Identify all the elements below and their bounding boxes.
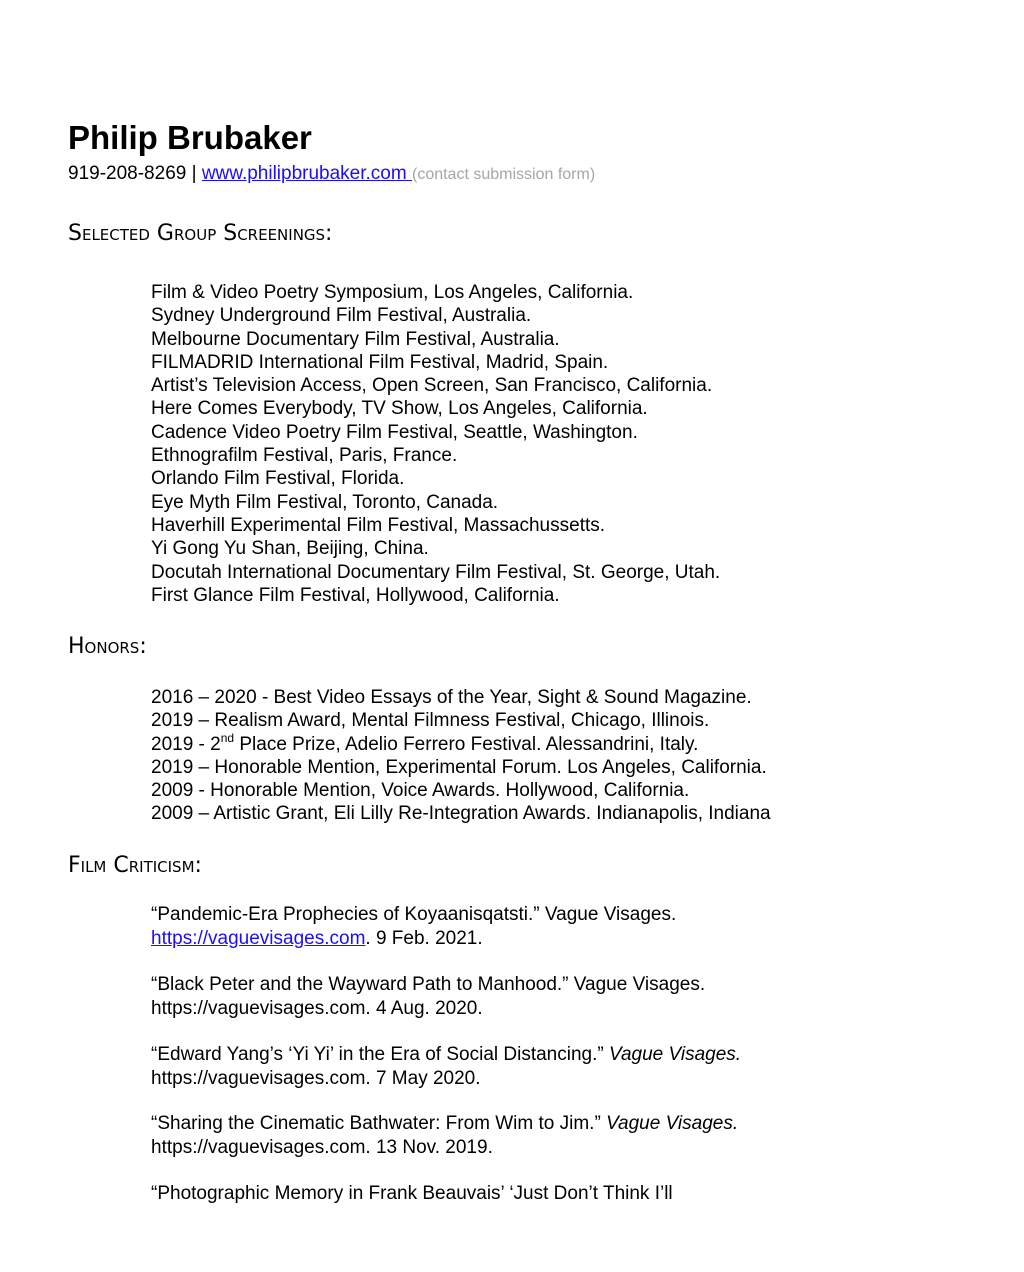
criticism-title: “Pandemic-Era Prophecies of Koyaanisqatsti.” Vague Visages. xyxy=(151,904,677,925)
list-item: Yi Gong Yu Shan, Beijing, China. xyxy=(151,538,429,560)
contact-separator: | xyxy=(186,163,202,184)
list-item xyxy=(151,730,771,756)
honor-prefix: 2019 - 2 xyxy=(151,733,221,755)
list-item: Orlando Film Festival, Florida. xyxy=(151,468,405,490)
criticism-title: “Black Peter and the Wayward Path to Manhood.” Vague Visages. xyxy=(151,974,706,995)
phone-number: 919-208-8269 xyxy=(68,163,187,184)
screenings-heading: Selected Group Screenings: xyxy=(68,221,333,246)
list-item: Here Comes Everybody, TV Show, Los Angeles, California. xyxy=(151,398,648,420)
criticism-date: . 9 Feb. 2021. xyxy=(365,928,483,949)
criticism-heading: Film Criticism: xyxy=(68,853,202,878)
contact-note: (contact submission form) xyxy=(411,166,596,183)
list-item: Haverhill Experimental Film Festival, Massachussetts. xyxy=(151,514,606,536)
list-item: Artist’s Television Access, Open Screen, San Francisco, California. xyxy=(151,375,713,397)
screenings-list xyxy=(151,281,720,607)
criticism-title: “Sharing the Cinematic Bathwater: From Wim to Jim.” xyxy=(151,1113,607,1134)
honor-rest: Place Prize, Adelio Ferrero Festival. Alessandrini, Italy. xyxy=(234,733,699,755)
list-item: 2009 – Artistic Grant, Eli Lilly Re-Integration Awards. Indianapolis, Indiana xyxy=(151,803,771,825)
criticism-link[interactable]: https://vaguevisages.com xyxy=(151,928,366,949)
resume-name: Philip Brubaker xyxy=(68,119,312,156)
list-item: Eye Myth Film Festival, Toronto, Canada. xyxy=(151,491,499,513)
list-item: Sydney Underground Film Festival, Australia. xyxy=(151,305,532,327)
criticism-title-line xyxy=(151,1112,911,1136)
contact-line xyxy=(68,162,595,187)
honors-list xyxy=(151,686,771,826)
criticism-entry xyxy=(151,903,911,951)
criticism-title-line xyxy=(151,1043,911,1067)
criticism-title: “Edward Yang’s ‘Yi Yi’ in the Era of Social Distancing.” xyxy=(151,1044,609,1065)
criticism-entry xyxy=(151,1043,911,1091)
criticism-entry xyxy=(151,1112,911,1160)
criticism-entry xyxy=(151,973,911,1021)
criticism-publication: Vague Visages. xyxy=(606,1113,739,1134)
website-link[interactable]: www.philipbrubaker.com xyxy=(201,163,412,184)
list-item: Docutah International Documentary Film Festival, St. George, Utah. xyxy=(151,561,721,583)
criticism-entry xyxy=(151,1182,911,1206)
list-item: FILMADRID International Film Festival, Madrid, Spain. xyxy=(151,351,609,373)
criticism-source: https://vaguevisages.com. 7 May 2020. xyxy=(151,1068,481,1089)
list-item: First Glance Film Festival, Hollywood, California. xyxy=(151,584,560,606)
list-item: Melbourne Documentary Film Festival, Australia. xyxy=(151,328,560,350)
list-item: Cadence Video Poetry Film Festival, Seattle, Washington. xyxy=(151,421,638,443)
honors-heading: Honors: xyxy=(68,634,147,659)
criticism-source xyxy=(151,927,911,951)
criticism-title: “Photographic Memory in Frank Beauvais’ ‘Just Don’t Think I’ll xyxy=(151,1183,673,1204)
list-item: 2019 – Honorable Mention, Experimental Forum. Los Angeles, California. xyxy=(151,756,767,778)
list-item: Ethnografilm Festival, Paris, France. xyxy=(151,445,458,467)
list-item: 2019 – Realism Award, Mental Filmness Festival, Chicago, Illinois. xyxy=(151,710,710,732)
criticism-source: https://vaguevisages.com. 4 Aug. 2020. xyxy=(151,998,483,1019)
ordinal-suffix: nd xyxy=(220,730,235,745)
criticism-source: https://vaguevisages.com. 13 Nov. 2019. xyxy=(151,1137,493,1158)
list-item: 2016 – 2020 - Best Video Essays of the Year, Sight & Sound Magazine. xyxy=(151,687,752,708)
criticism-publication: Vague Visages. xyxy=(609,1044,742,1065)
list-item: 2009 - Honorable Mention, Voice Awards. Hollywood, California. xyxy=(151,780,690,802)
list-item: Film & Video Poetry Symposium, Los Angeles, California. xyxy=(151,282,634,303)
